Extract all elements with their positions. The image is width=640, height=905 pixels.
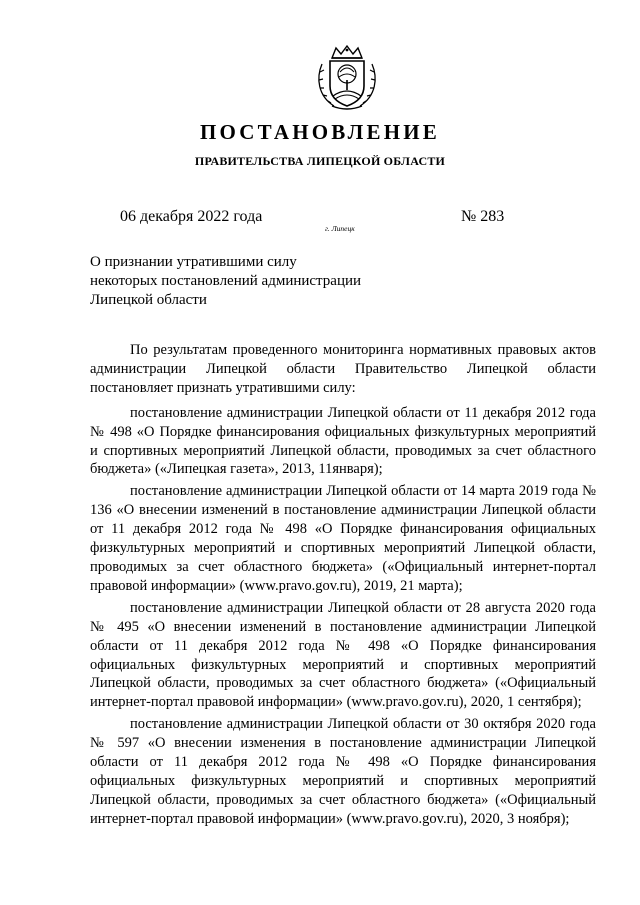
subject-line: некоторых постановлений администрации [90,273,362,289]
repealed-item: постановление администрации Липецкой области от 28 августа 2020 года № 495 «О внесении изменений в постановление администрации Липецкой области от 11 декабря 2012 года № 498 «О Порядке финансирования официальных физкультурных мероприятий и спортивных мероприятий Липецкой области, проводимых за счет областного бюджета» («Официальный интернет-портал правовой информации» (www.pravo.gov.ru), 2020, 1 сентября); [90,599,596,711]
subject-line: Липецкой области [90,292,207,308]
document-city: г. Липецк [325,224,355,233]
issuer-title: ПРАВИТЕЛЬСТВА ЛИПЕЦКОЙ ОБЛАСТИ [194,154,446,168]
document-number: № 283 [461,208,505,225]
intro-paragraph: По результатам проведенного мониторинга нормативных правовых актов администрации Липецкой области Правительство Липецкой области постановляет признать утратившими силу: [90,342,596,396]
subject-line: О признании утратившими силу [90,254,297,270]
repealed-item: постановление администрации Липецкой области от 14 марта 2019 года № 136 «О внесении изменений в постановление администрации Липецкой области от 11 декабря 2012 года № 498 «О Порядке финансирования официальных физкультурных мероприятий и спортивных мероприятий Липецкой области, проводимых за счет областного бюджета» («Официальный интернет-портал правовой информации» (www.pravo.gov.ru), 2019, 21 марта); [90,483,596,594]
document-date: 06 декабря 2022 года [120,208,263,225]
document-body [90,341,596,832]
document-subject [90,253,420,310]
document-type-title: ПОСТАНОВЛЕНИЕ [199,120,441,144]
repealed-item: постановление администрации Липецкой области от 11 декабря 2012 года № 498 «О Порядке финансирования официальных физкультурных мероприятий и спортивных мероприятий Липецкой области, проводимых за счет областного бюджета» («Липецкая газета», 2013, 11января); [90,404,596,478]
coat-of-arms-icon [314,44,380,112]
repealed-item: постановление администрации Липецкой области от 30 октября 2020 года № 597 «О внесении изменения в постановление администрации Липецкой области от 11 декабря 2012 года № 498 «О Порядке финансирования официальных физкультурных мероприятий и спортивных мероприятий Липецкой области, проводимых за счет областного бюджета» («Официальный интернет-портал правовой информации» (www.pravo.gov.ru), 2020, 3 ноября); [90,716,596,827]
